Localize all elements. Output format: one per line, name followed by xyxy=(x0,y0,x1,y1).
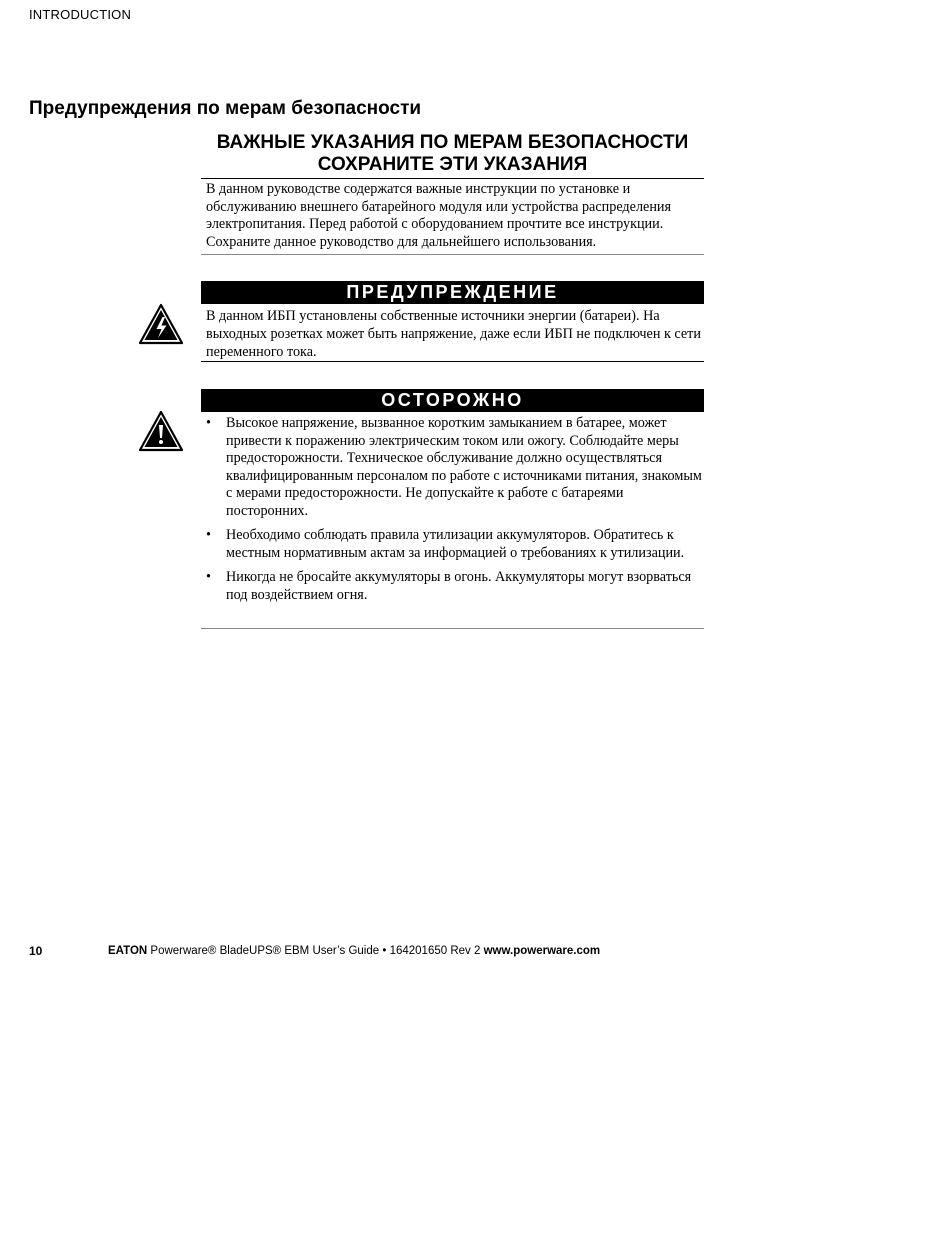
electric-shock-icon xyxy=(138,303,184,345)
bullet: • xyxy=(206,415,211,431)
warning-body: В данном ИБП установлены собственные источники энергии (батареи). На выходных розетках может быть напряжение, даже если ИБП не подключен к сети переменного тока. xyxy=(206,308,701,360)
footer-product: Powerware® BladeUPS® EBM User’s Guide xyxy=(150,945,380,957)
footer-doc-number: 164201650 Rev 2 xyxy=(389,945,481,957)
caution-item-text: Необходимо соблюдать правила утилизации аккумуляторов. Обратитесь к местным нормативным актам за информацией о требованиях к утилизации. xyxy=(226,527,685,561)
list-item xyxy=(206,569,704,604)
divider xyxy=(201,254,704,255)
page-number: 10 xyxy=(29,944,43,958)
caution-item-text: Высокое напряжение, вызванное коротким замыканием в батарее, может привести к поражению электрическим током или ожогу. Соблюдайте меры предосторожности. Техническое обслуживание должно осуществляться квалифицированным персоналом по работе с источниками питания, знакомым с мерами предосторожности. Не допускайте к работе с батареями посторонних. xyxy=(226,415,702,519)
warning-label-bar: ПРЕДУПРЕЖДЕНИЕ xyxy=(201,281,704,304)
caution-item-text: Никогда не бросайте аккумуляторы в огонь. Аккумуляторы могут взорваться под воздействием огня. xyxy=(226,569,692,603)
divider xyxy=(201,178,704,179)
list-item xyxy=(206,415,704,520)
running-head: INTRODUCTION xyxy=(29,7,132,22)
footer-separator: • xyxy=(382,945,387,957)
notice-body: В данном руководстве содержатся важные инструкции по установке и обслуживанию внешнего батарейного модуля или устройства распределения электропитания. Перед работой с оборудованием прочтите все инструкции. Сохраните данное руководство для дальнейшего использования. xyxy=(206,181,672,250)
exclamation-triangle-icon xyxy=(138,410,184,452)
divider xyxy=(201,628,704,629)
section-title: Предупреждения по мерам безопасности xyxy=(29,98,422,119)
footer-url: www.powerware.com xyxy=(483,945,601,957)
bullet: • xyxy=(206,569,211,585)
footer xyxy=(108,945,600,957)
notice-heading-line-2: СОХРАНИТЕ ЭТИ УКАЗАНИЯ xyxy=(317,154,588,175)
notice-heading-line-1: ВАЖНЫЕ УКАЗАНИЯ ПО МЕРАМ БЕЗОПАСНОСТИ xyxy=(216,132,689,153)
bullet: • xyxy=(206,527,211,543)
footer-brand: EATON xyxy=(108,945,148,957)
caution-label-bar: ОСТОРОЖНО xyxy=(201,389,704,412)
divider xyxy=(201,361,704,362)
caution-list xyxy=(206,415,704,611)
safety-notice-heading xyxy=(201,132,704,176)
list-item xyxy=(206,527,704,562)
